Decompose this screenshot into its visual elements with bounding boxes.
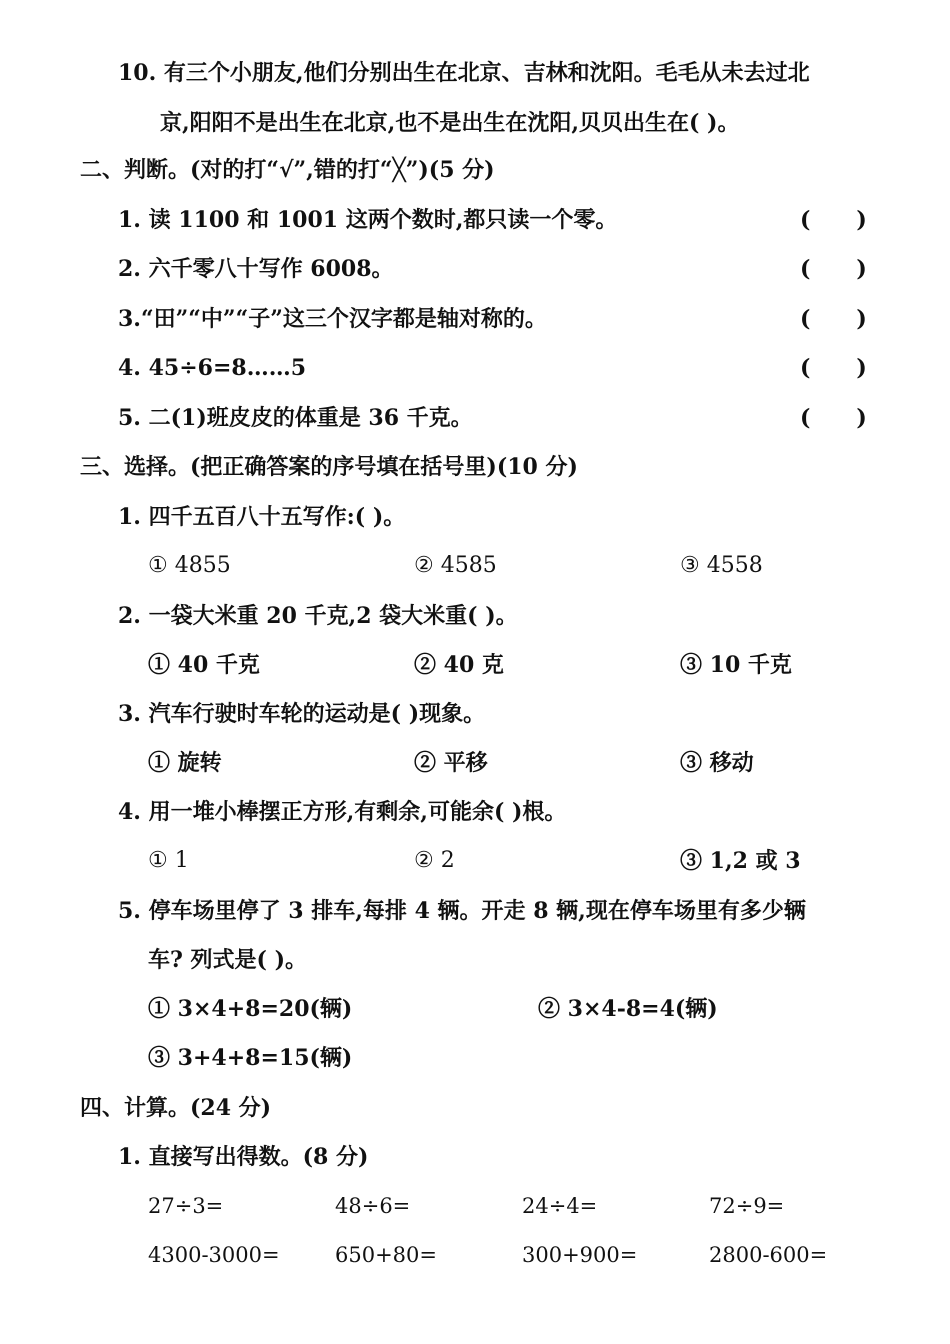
- judge-item-1: 1. 读 1100 和 1001 这两个数时,都只读一个零。: [118, 207, 618, 233]
- choice-question-5-line2: 车? 列式是( )。: [148, 947, 308, 973]
- choice-question-1: 1. 四千五百八十五写作:( )。: [118, 504, 406, 530]
- choice-5-option-3: ③ 3+4+8=15(辆): [148, 1045, 353, 1071]
- calc-item-3: 24÷4=: [522, 1194, 598, 1218]
- choice-4-option-3: ③ 1,2 或 3: [680, 848, 801, 874]
- choice-question-3: 3. 汽车行驶时车轮的运动是( )现象。: [118, 701, 486, 727]
- choice-1-option-1: ① 4855: [148, 553, 231, 578]
- calc-item-6: 650+80=: [335, 1243, 437, 1267]
- judge-answer-blank-5[interactable]: ( ): [800, 405, 867, 431]
- judge-answer-blank-4[interactable]: ( ): [800, 355, 867, 381]
- choice-1-option-3: ③ 4558: [680, 553, 763, 578]
- choice-4-option-2: ② 2: [414, 848, 455, 873]
- choice-2-option-2: ② 40 克: [414, 652, 504, 678]
- choice-3-option-1: ① 旋转: [148, 750, 222, 776]
- choice-1-option-2: ② 4585: [414, 553, 497, 578]
- judge-answer-blank-2[interactable]: ( ): [800, 256, 867, 282]
- judge-item-2: 2. 六千零八十写作 6008。: [118, 256, 394, 282]
- q10-line2: 京,阳阳不是出生在北京,也不是出生在沈阳,贝贝出生在( )。: [160, 110, 740, 136]
- choice-2-option-1: ① 40 千克: [148, 652, 260, 678]
- judge-item-5: 5. 二(1)班皮皮的体重是 36 千克。: [118, 405, 473, 431]
- calc-item-2: 48÷6=: [335, 1194, 411, 1218]
- judge-item-3: 3.“田”“中”“子”这三个汉字都是轴对称的。: [118, 306, 547, 332]
- choice-5-option-2: ② 3×4-8=4(辆): [538, 996, 718, 1022]
- calc-item-5: 4300-3000=: [148, 1243, 280, 1267]
- section-2-title: 二、判断。(对的打“√”,错的打“╳”)(5 分): [80, 157, 495, 183]
- choice-question-2: 2. 一袋大米重 20 千克,2 袋大米重( )。: [118, 603, 518, 629]
- section-3-title: 三、选择。(把正确答案的序号填在括号里)(10 分): [80, 454, 578, 480]
- choice-5-option-1: ① 3×4+8=20(辆): [148, 996, 353, 1022]
- choice-4-option-1: ① 1: [148, 848, 189, 873]
- section-4-title: 四、计算。(24 分): [80, 1095, 272, 1121]
- calc-item-7: 300+900=: [522, 1243, 638, 1267]
- q10-line1: 10. 有三个小朋友,他们分别出生在北京、吉林和沈阳。毛毛从未去过北: [118, 60, 810, 86]
- choice-question-5-line1: 5. 停车场里停了 3 排车,每排 4 辆。开走 8 辆,现在停车场里有多少辆: [118, 898, 806, 924]
- judge-item-4: 4. 45÷6=8……5: [118, 355, 307, 381]
- calc-item-1: 27÷3=: [148, 1194, 224, 1218]
- choice-question-4: 4. 用一堆小棒摆正方形,有剩余,可能余( )根。: [118, 799, 567, 825]
- choice-3-option-3: ③ 移动: [680, 750, 754, 776]
- calc-item-4: 72÷9=: [709, 1194, 785, 1218]
- calc-item-8: 2800-600=: [709, 1243, 828, 1267]
- choice-3-option-2: ② 平移: [414, 750, 488, 776]
- judge-answer-blank-1[interactable]: ( ): [800, 207, 867, 233]
- choice-2-option-3: ③ 10 千克: [680, 652, 792, 678]
- judge-answer-blank-3[interactable]: ( ): [800, 306, 867, 332]
- calc-question-1-title: 1. 直接写出得数。(8 分): [118, 1144, 369, 1170]
